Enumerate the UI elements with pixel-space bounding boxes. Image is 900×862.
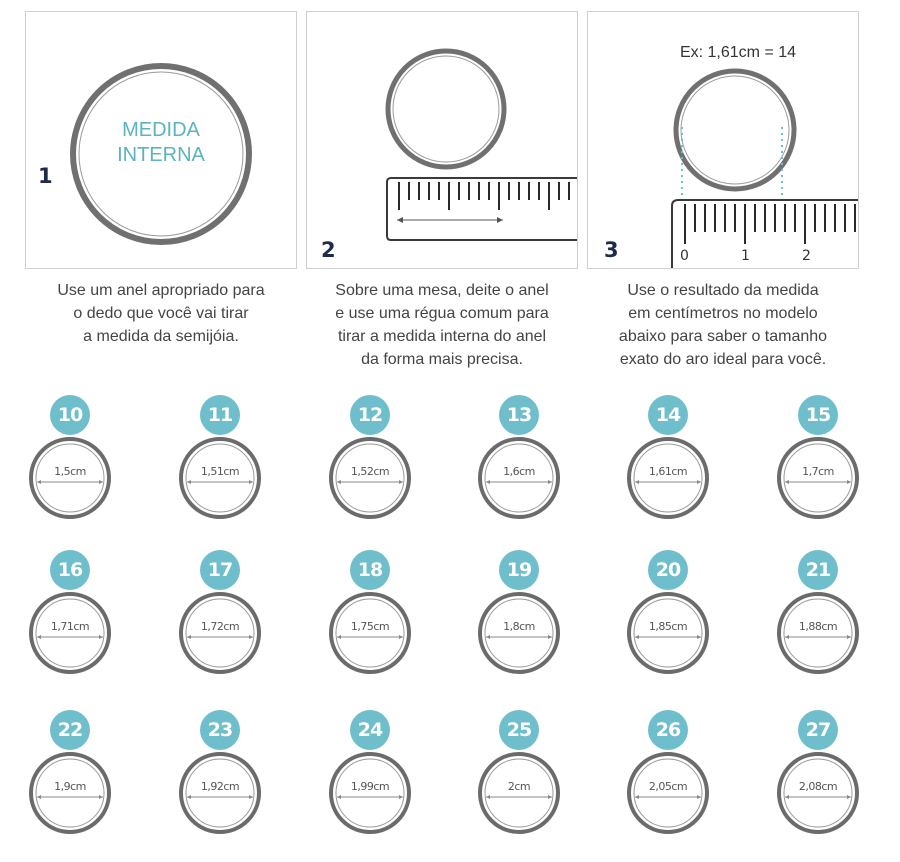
ring-icon bbox=[27, 750, 113, 836]
ring-measure-label: 2,05cm bbox=[648, 780, 688, 793]
ring-icon bbox=[327, 435, 413, 521]
ring-measure-label: 1,88cm bbox=[798, 620, 838, 633]
step-3-number: 3 bbox=[604, 238, 619, 262]
ring-size-item bbox=[768, 550, 868, 690]
ring-size-item bbox=[768, 710, 868, 850]
size-badge: 18 bbox=[350, 550, 390, 590]
size-badge: 14 bbox=[648, 395, 688, 435]
ring-size-item bbox=[469, 395, 569, 535]
caption-line: abaixo para saber o tamanho bbox=[618, 328, 828, 345]
ring-size-item bbox=[618, 395, 718, 535]
caption-line: e use uma régua comum para bbox=[335, 305, 549, 322]
caption-line: tirar a medida interna do anel bbox=[337, 328, 547, 345]
caption-line: Sobre uma mesa, deite o anel bbox=[335, 282, 549, 299]
ruler-label-1: 1 bbox=[741, 248, 750, 264]
size-badge: 27 bbox=[798, 710, 838, 750]
ring-icon bbox=[327, 750, 413, 836]
inner-label-line2: INTERNA bbox=[117, 144, 205, 166]
ring-size-item bbox=[618, 710, 718, 850]
ring-measure-label: 1,92cm bbox=[200, 780, 240, 793]
ring-icon bbox=[625, 590, 711, 676]
caption-line: exato do aro ideal para você. bbox=[619, 351, 827, 368]
ring-icon bbox=[177, 750, 263, 836]
size-badge: 11 bbox=[200, 395, 240, 435]
ring-measure-label: 1,61cm bbox=[648, 465, 688, 478]
caption-line: em centímetros no modelo bbox=[628, 305, 818, 322]
ring-measure-label: 1,72cm bbox=[200, 620, 240, 633]
ring-icon bbox=[177, 435, 263, 521]
ring-size-item bbox=[20, 550, 120, 690]
ring-size-item bbox=[618, 550, 718, 690]
size-badge: 25 bbox=[499, 710, 539, 750]
ring-icon bbox=[775, 435, 861, 521]
size-badge: 13 bbox=[499, 395, 539, 435]
ring-measure-label: 1,99cm bbox=[350, 780, 390, 793]
inner-label-line1: MEDIDA bbox=[122, 119, 200, 141]
ring-icon bbox=[625, 750, 711, 836]
ring-size-item bbox=[170, 710, 270, 850]
size-badge: 16 bbox=[50, 550, 90, 590]
caption-line: o dedo que você vai tirar bbox=[73, 305, 249, 322]
size-badge: 24 bbox=[350, 710, 390, 750]
ring-measure-label: 2cm bbox=[507, 780, 531, 793]
ring-size-item bbox=[320, 395, 420, 535]
ring-size-item bbox=[170, 395, 270, 535]
step-2-number: 2 bbox=[321, 238, 336, 262]
ring-measure-label: 1,75cm bbox=[350, 620, 390, 633]
ring-measure-label: 1,52cm bbox=[350, 465, 390, 478]
caption-line: Use o resultado da medida bbox=[627, 282, 819, 299]
ring-size-item bbox=[469, 550, 569, 690]
size-badge: 21 bbox=[798, 550, 838, 590]
ruler-label-0: 0 bbox=[680, 248, 689, 264]
size-badge: 23 bbox=[200, 710, 240, 750]
ring-icon bbox=[476, 750, 562, 836]
ring-measure-label: 1,5cm bbox=[54, 465, 86, 478]
ring-icon bbox=[775, 590, 861, 676]
caption-line: da forma mais precisa. bbox=[361, 351, 523, 368]
size-badge: 12 bbox=[350, 395, 390, 435]
ring-measure-label: 1,6cm bbox=[503, 465, 535, 478]
size-badge: 10 bbox=[50, 395, 90, 435]
size-badge: 26 bbox=[648, 710, 688, 750]
ruler-label-2: 2 bbox=[802, 248, 811, 264]
caption-line: Use um anel apropriado para bbox=[57, 282, 265, 299]
ring-measure-label: 1,51cm bbox=[200, 465, 240, 478]
step-1-number: 1 bbox=[38, 164, 53, 188]
ring-measure-label: 1,85cm bbox=[648, 620, 688, 633]
size-badge: 19 bbox=[499, 550, 539, 590]
ring-icon bbox=[177, 590, 263, 676]
ring-icon bbox=[476, 435, 562, 521]
size-badge: 22 bbox=[50, 710, 90, 750]
ring-measure-label: 1,8cm bbox=[503, 620, 535, 633]
size-badge: 15 bbox=[798, 395, 838, 435]
ring-icon bbox=[625, 435, 711, 521]
ring-size-item bbox=[768, 395, 868, 535]
ring-icon bbox=[327, 590, 413, 676]
ring-icon bbox=[775, 750, 861, 836]
ring-size-item bbox=[469, 710, 569, 850]
size-badge: 17 bbox=[200, 550, 240, 590]
ring-size-item bbox=[320, 710, 420, 850]
ring-measure-label: 1,71cm bbox=[50, 620, 90, 633]
size-badge: 20 bbox=[648, 550, 688, 590]
ring-icon bbox=[27, 590, 113, 676]
ring-size-item bbox=[170, 550, 270, 690]
ring-measure-label: 2,08cm bbox=[798, 780, 838, 793]
ring-size-item bbox=[320, 550, 420, 690]
ring-icon bbox=[476, 590, 562, 676]
example-text: Ex: 1,61cm = 14 bbox=[679, 44, 797, 61]
ring-measure-label: 1,9cm bbox=[54, 780, 86, 793]
ring-size-item bbox=[20, 710, 120, 850]
caption-line: a medida da semijóia. bbox=[83, 328, 239, 345]
ring-size-item bbox=[20, 395, 120, 535]
ring-measure-label: 1,7cm bbox=[802, 465, 834, 478]
ring-icon bbox=[27, 435, 113, 521]
